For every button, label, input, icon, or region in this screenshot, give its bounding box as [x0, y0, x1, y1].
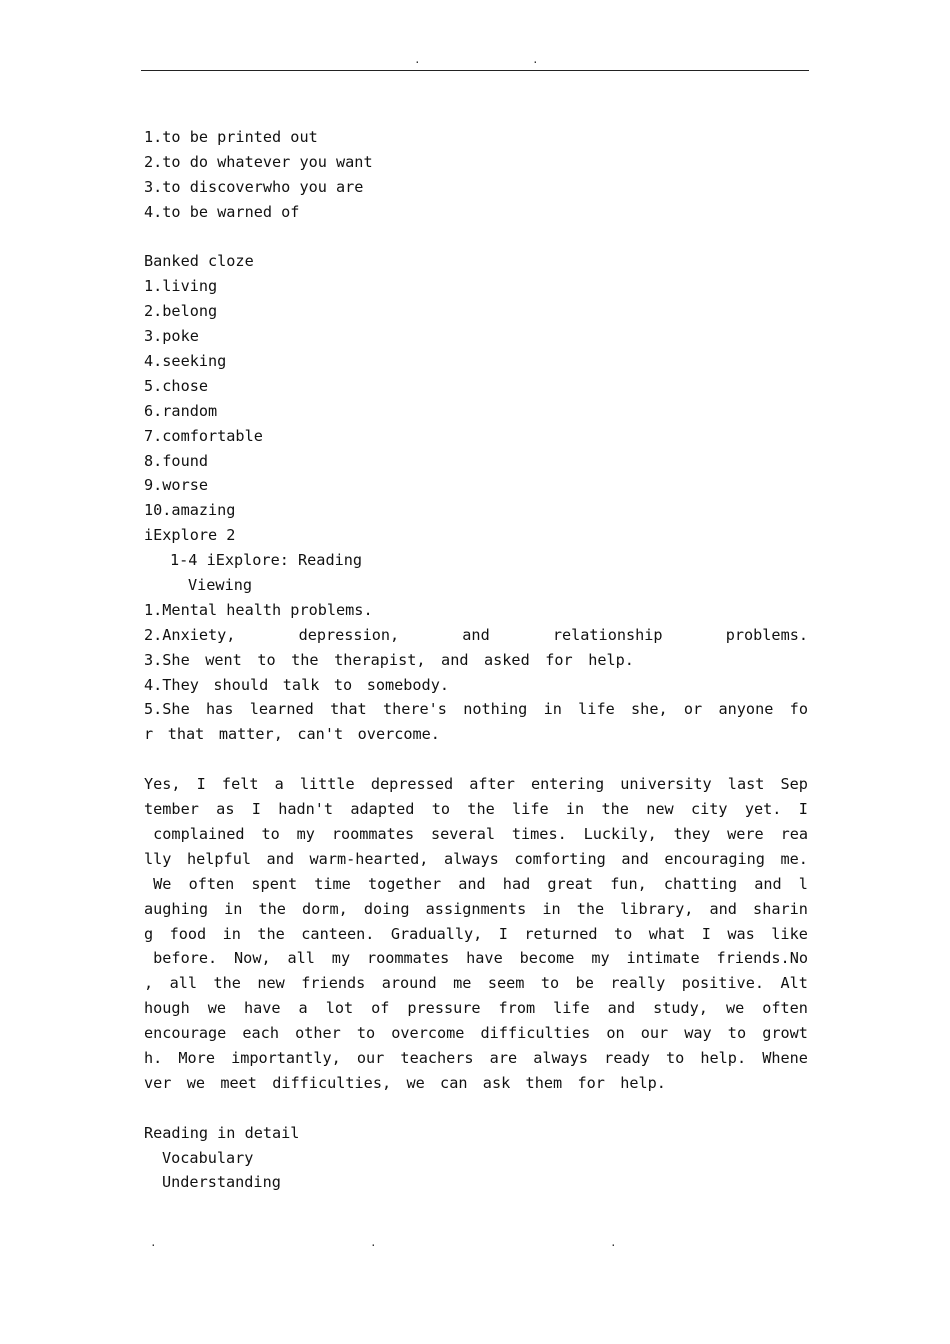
- word: often: [762, 999, 808, 1018]
- word: other: [295, 1024, 341, 1043]
- word: in: [222, 924, 241, 943]
- paragraph: [144, 772, 808, 1096]
- word: learned: [249, 700, 314, 719]
- word: ask: [482, 1073, 511, 1092]
- header-dot: .: [414, 53, 421, 66]
- word: Alt: [780, 974, 808, 993]
- word: 4.They: [144, 675, 199, 694]
- answer-line: 4.to be warned of: [144, 202, 300, 221]
- viewing-answer: 1.Mental health problems.: [144, 600, 373, 619]
- viewing-answer: [144, 623, 808, 648]
- word: fo: [789, 700, 808, 719]
- word: ver: [144, 1073, 172, 1092]
- word: our: [356, 1048, 385, 1067]
- word: warm-hearted,: [309, 849, 429, 868]
- word: intimate: [626, 949, 700, 968]
- word: are: [489, 1048, 518, 1067]
- word: should: [213, 675, 269, 694]
- word: importantly,: [231, 1048, 341, 1067]
- word: encouraging: [664, 849, 765, 868]
- word: growt: [762, 1024, 808, 1043]
- word: matter,: [218, 725, 283, 744]
- word: lot: [325, 999, 354, 1018]
- word: our: [640, 1024, 669, 1043]
- word: help.: [620, 1073, 666, 1092]
- word: assignments: [425, 899, 527, 918]
- detail-item-vocabulary: Vocabulary: [162, 1148, 254, 1167]
- word: spent: [251, 874, 298, 893]
- iexplore-subtitle: 1-4 iExplore: Reading: [170, 551, 363, 570]
- word: and: [621, 849, 649, 868]
- word: the: [213, 974, 241, 993]
- word: each: [242, 1024, 279, 1043]
- answer-line: 3.to discoverwho you are: [144, 177, 364, 196]
- word: a: [298, 999, 308, 1018]
- word: to: [665, 1048, 685, 1067]
- word: new: [646, 800, 674, 819]
- word: we: [725, 999, 745, 1018]
- word: fun,: [610, 874, 647, 893]
- word: in: [565, 800, 585, 819]
- paragraph-line: [144, 772, 808, 797]
- word: lly: [144, 849, 172, 868]
- word: my: [296, 824, 315, 843]
- paragraph-line: [144, 1046, 808, 1071]
- word: l: [798, 874, 808, 893]
- word: the: [601, 800, 629, 819]
- viewing-answer: [144, 722, 440, 747]
- word: to: [261, 824, 280, 843]
- word: anyone: [718, 700, 774, 719]
- word: help.: [700, 1048, 747, 1067]
- word: tember: [144, 800, 199, 819]
- word: entering: [531, 775, 605, 794]
- word: I: [701, 924, 711, 943]
- cloze-item: 9.worse: [144, 476, 209, 495]
- paragraph-line: [144, 946, 808, 971]
- word: asked: [484, 650, 530, 669]
- paragraph-line: [144, 996, 808, 1021]
- viewing-heading: Viewing: [188, 576, 253, 595]
- word: life: [553, 999, 590, 1018]
- cloze-item: 5.chose: [144, 376, 209, 395]
- word: teachers: [400, 1048, 474, 1067]
- answer-line: 2.to do whatever you want: [144, 152, 373, 171]
- word: ready: [604, 1048, 650, 1067]
- word: depression,: [298, 625, 400, 644]
- word: rea: [780, 824, 808, 843]
- word: complained: [144, 824, 245, 843]
- word: all: [169, 974, 198, 993]
- word: and: [441, 650, 469, 669]
- word: in: [224, 899, 243, 918]
- header-rule: [141, 70, 809, 71]
- word: 2.Anxiety,: [144, 625, 236, 644]
- word: the: [258, 899, 286, 918]
- word: them: [525, 1073, 563, 1092]
- word: always: [443, 849, 499, 868]
- word: helpful: [186, 849, 251, 868]
- word: difficulties,: [272, 1073, 392, 1092]
- word: meet: [220, 1073, 257, 1092]
- word: like: [771, 924, 808, 943]
- word: for: [577, 1073, 605, 1092]
- cloze-item: 3.poke: [144, 327, 199, 346]
- word: we: [186, 1073, 206, 1092]
- word: what: [648, 924, 686, 943]
- cloze-item: 10.amazing: [144, 501, 236, 520]
- word: Sep: [780, 775, 808, 794]
- word: and: [266, 849, 294, 868]
- word: life: [512, 800, 549, 819]
- word: a: [274, 775, 284, 794]
- footer-dot: .: [150, 1236, 157, 1249]
- word: seem: [487, 974, 525, 993]
- word: to: [257, 650, 276, 669]
- word: problems.: [725, 625, 808, 644]
- word: I: [498, 924, 508, 943]
- word: the: [291, 650, 319, 669]
- word: on: [606, 1024, 625, 1043]
- word: last: [727, 775, 765, 794]
- footer-dot: .: [610, 1236, 617, 1249]
- word: friends: [301, 974, 366, 993]
- word: Luckily,: [583, 824, 657, 843]
- word: city: [690, 800, 728, 819]
- word: can: [440, 1073, 468, 1092]
- word: library,: [620, 899, 694, 918]
- word: returned: [524, 924, 598, 943]
- word: help.: [588, 650, 634, 669]
- detail-item-understanding: Understanding: [162, 1173, 281, 1192]
- word: aughing: [144, 899, 209, 918]
- word: to: [727, 1024, 747, 1043]
- cloze-item: 6.random: [144, 401, 218, 420]
- word: great: [547, 874, 594, 893]
- word: yet.: [744, 800, 782, 819]
- word: the: [467, 800, 495, 819]
- word: Gradually,: [390, 924, 483, 943]
- paragraph-line: [144, 1071, 666, 1096]
- word: and: [709, 899, 737, 918]
- word: had: [502, 874, 531, 893]
- word: that: [330, 700, 367, 719]
- word: as: [216, 800, 235, 819]
- word: 5.She: [144, 700, 190, 719]
- word: study,: [653, 999, 708, 1018]
- word: that: [167, 725, 205, 744]
- word: I: [196, 775, 206, 794]
- word: has: [206, 700, 234, 719]
- section-title-iexplore: iExplore 2: [144, 526, 236, 545]
- word: around: [381, 974, 437, 993]
- viewing-answer: [144, 697, 808, 722]
- word: r: [144, 725, 154, 744]
- word: pressure: [407, 999, 481, 1018]
- word: be: [575, 974, 594, 993]
- word: and: [458, 874, 486, 893]
- word: to: [614, 924, 633, 943]
- word: depressed: [370, 775, 454, 794]
- word: canteen.: [301, 924, 375, 943]
- footer-dot: .: [370, 1236, 377, 1249]
- word: times.: [511, 824, 567, 843]
- word: overcome: [391, 1024, 465, 1043]
- word: my: [331, 949, 351, 968]
- cloze-item: 8.found: [144, 451, 209, 470]
- section-title-banked-cloze: Banked cloze: [144, 252, 254, 271]
- word: were: [727, 824, 764, 843]
- viewing-answer: [144, 673, 449, 698]
- word: roommates: [366, 949, 450, 968]
- paragraph-line: [144, 847, 808, 872]
- word: and: [462, 625, 490, 644]
- paragraph-line: [144, 797, 808, 822]
- answer-line: 1.to be printed out: [144, 128, 318, 146]
- word: before.: [144, 949, 218, 968]
- word: to: [356, 1024, 376, 1043]
- word: have: [466, 949, 503, 968]
- word: Whene: [762, 1048, 808, 1067]
- word: comforting: [514, 849, 606, 868]
- word: roommates: [331, 824, 415, 843]
- word: relationship: [552, 625, 663, 644]
- word: felt: [221, 775, 259, 794]
- word: somebody.: [366, 675, 449, 694]
- word: nothing: [463, 700, 528, 719]
- word: have: [243, 999, 281, 1018]
- word: several: [430, 824, 495, 843]
- word: to: [540, 974, 560, 993]
- word: in: [542, 899, 561, 918]
- word: talk: [282, 675, 320, 694]
- word: me: [453, 974, 472, 993]
- word: Yes,: [144, 775, 181, 794]
- word: food: [169, 924, 207, 943]
- word: there's: [382, 700, 447, 719]
- word: I: [798, 800, 808, 819]
- word: she,: [631, 700, 668, 719]
- word: hough: [144, 999, 190, 1018]
- word: and: [607, 999, 636, 1018]
- word: We: [144, 874, 172, 893]
- word: was: [727, 924, 755, 943]
- paragraph-line: [144, 897, 808, 922]
- paragraph-line: [144, 971, 808, 996]
- word: from: [498, 999, 536, 1018]
- word: difficulties: [480, 1024, 591, 1043]
- word: can't: [297, 725, 344, 744]
- section-title-reading-in-detail: Reading in detail: [144, 1123, 300, 1142]
- word: 3.She: [144, 650, 190, 669]
- word: h.: [144, 1048, 163, 1067]
- word: I: [251, 800, 261, 819]
- word: life: [578, 700, 615, 719]
- word: positive.: [681, 974, 764, 993]
- word: overcome.: [357, 725, 440, 744]
- word: we: [406, 1073, 425, 1092]
- word: More: [178, 1048, 215, 1067]
- word: went: [205, 650, 242, 669]
- word: always: [533, 1048, 589, 1067]
- cloze-item: 7.comfortable: [144, 426, 263, 445]
- word: become: [519, 949, 575, 968]
- viewing-answer: [144, 648, 634, 673]
- word: for: [545, 650, 573, 669]
- cloze-item: 4.seeking: [144, 352, 227, 371]
- word: friends.No: [716, 949, 808, 968]
- word: dorm,: [302, 899, 348, 918]
- word: me.: [780, 849, 808, 868]
- word: the: [257, 924, 285, 943]
- word: all: [287, 949, 315, 968]
- word: time: [314, 874, 351, 893]
- word: adapted: [350, 800, 415, 819]
- word: of: [371, 999, 390, 1018]
- word: to: [431, 800, 450, 819]
- word: g: [144, 924, 154, 943]
- paragraph-line: [144, 1021, 808, 1046]
- word: new: [257, 974, 285, 993]
- header-dot: .: [532, 53, 539, 66]
- paragraph-line: [144, 872, 808, 897]
- word: the: [576, 899, 605, 918]
- word: and: [754, 874, 782, 893]
- document-body: [144, 125, 808, 1195]
- word: therapist,: [334, 650, 426, 669]
- word: little: [299, 775, 355, 794]
- word: my: [591, 949, 610, 968]
- word: really: [610, 974, 666, 993]
- word: to: [333, 675, 353, 694]
- word: in: [543, 700, 562, 719]
- paragraph-line: [144, 822, 808, 847]
- word: often: [188, 874, 235, 893]
- word: encourage: [144, 1024, 227, 1043]
- word: doing: [363, 899, 410, 918]
- word: Now,: [234, 949, 271, 968]
- word: after: [469, 775, 515, 794]
- cloze-item: 1.living: [144, 277, 218, 296]
- word: chatting: [663, 874, 738, 893]
- word: they: [673, 824, 711, 843]
- paragraph-line: [144, 922, 808, 947]
- word: way: [684, 1024, 712, 1043]
- word: hadn't: [278, 800, 334, 819]
- cloze-item: 2.belong: [144, 302, 218, 321]
- word: sharin: [753, 899, 808, 918]
- word: we: [207, 999, 226, 1018]
- word: ,: [144, 974, 154, 993]
- word: or: [683, 700, 703, 719]
- word: university: [620, 775, 712, 794]
- word: together: [367, 874, 442, 893]
